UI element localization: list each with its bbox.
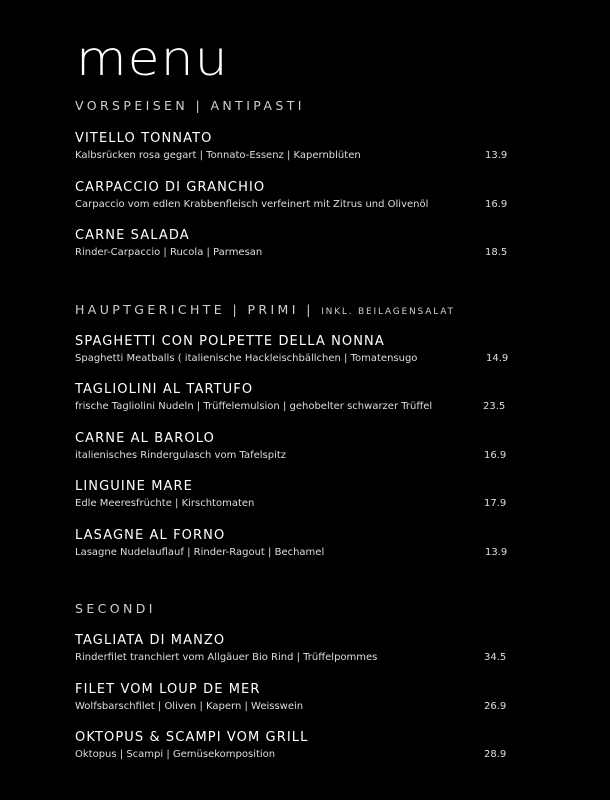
dish-name: CARNE SALADA (75, 228, 190, 243)
dish-name: FILET VOM LOUP DE MER (75, 682, 261, 697)
dish-name: LASAGNE AL FORNO (75, 528, 226, 543)
dish-price: 13.9 (485, 547, 508, 558)
dish-description: frische Tagliolini Nudeln | Trüffelemulsion | gehobelter schwarzer Trüffel (75, 401, 433, 412)
dish-price: 34.5 (484, 652, 507, 663)
section-title-primi (75, 302, 455, 317)
dish-name: OKTOPUS & SCAMPI VOM GRILL (75, 730, 309, 745)
dish-price: 28.9 (484, 749, 507, 760)
dish-description: italienisches Rindergulasch vom Tafelspitz (75, 450, 287, 461)
dish-description: Spaghetti Meatballs ( italienische Hackleischbällchen | Tomatensugo (75, 353, 418, 364)
section-title-antipasti (75, 98, 305, 113)
dish-price: 16.9 (484, 450, 507, 461)
dish-price: 14.9 (486, 353, 509, 364)
dish-description: Carpaccio vom edlen Krabbenfleisch verfeinert mit Zitrus und Olivenöl (75, 199, 429, 210)
dish-description: Wolfsbarschfilet | Oliven | Kapern | Weisswein (75, 701, 304, 712)
dish-price: 23.5 (483, 401, 506, 412)
dish-description: Kalbsrücken rosa gegart | Tonnato-Essenz | Kapernblüten (75, 150, 361, 161)
dish-name: TAGLIATA DI MANZO (75, 633, 226, 648)
section-note: INKL. BEILAGENSALAT (321, 307, 455, 317)
dish-name: SPAGHETTI CON POLPETTE DELLA NONNA (75, 334, 385, 349)
dish-name: CARNE AL BAROLO (75, 431, 215, 446)
section-title-text: VORSPEISEN | ANTIPASTI (75, 98, 305, 113)
menu-title: menu (76, 32, 229, 88)
menu-item (75, 730, 515, 762)
menu-item (75, 228, 515, 260)
menu-item (75, 431, 515, 463)
dish-name: VITELLO TONNATO (75, 131, 213, 146)
dish-price: 16.9 (485, 199, 508, 210)
section-title-secondi (75, 601, 156, 616)
dish-price: 18.5 (485, 247, 508, 258)
menu-item (75, 180, 515, 212)
menu-item (75, 334, 515, 366)
dish-price: 13.9 (485, 150, 508, 161)
menu-item (75, 382, 515, 414)
dish-name: TAGLIOLINI AL TARTUFO (75, 382, 254, 397)
dish-name: CARPACCIO DI GRANCHIO (75, 180, 266, 195)
section-title-text: HAUPTGERICHTE | PRIMI | (75, 302, 314, 317)
dish-description: Oktopus | Scampi | Gemüsekomposition (75, 749, 276, 760)
menu-item (75, 682, 515, 714)
dish-description: Rinder-Carpaccio | Rucola | Parmesan (75, 247, 263, 258)
dish-name: LINGUINE MARE (75, 479, 193, 494)
dish-description: Lasagne Nudelauflauf | Rinder-Ragout | Bechamel (75, 547, 325, 558)
dish-price: 26.9 (484, 701, 507, 712)
menu-item (75, 633, 515, 665)
dish-description: Edle Meeresfrüchte | Kirschtomaten (75, 498, 255, 509)
dish-price: 17.9 (484, 498, 507, 509)
menu-item (75, 528, 515, 560)
dish-description: Rinderfilet tranchiert vom Allgäuer Bio Rind | Trüffelpommes (75, 652, 378, 663)
section-title-text: SECONDI (75, 601, 156, 616)
menu-item (75, 131, 515, 163)
menu-item (75, 479, 515, 511)
